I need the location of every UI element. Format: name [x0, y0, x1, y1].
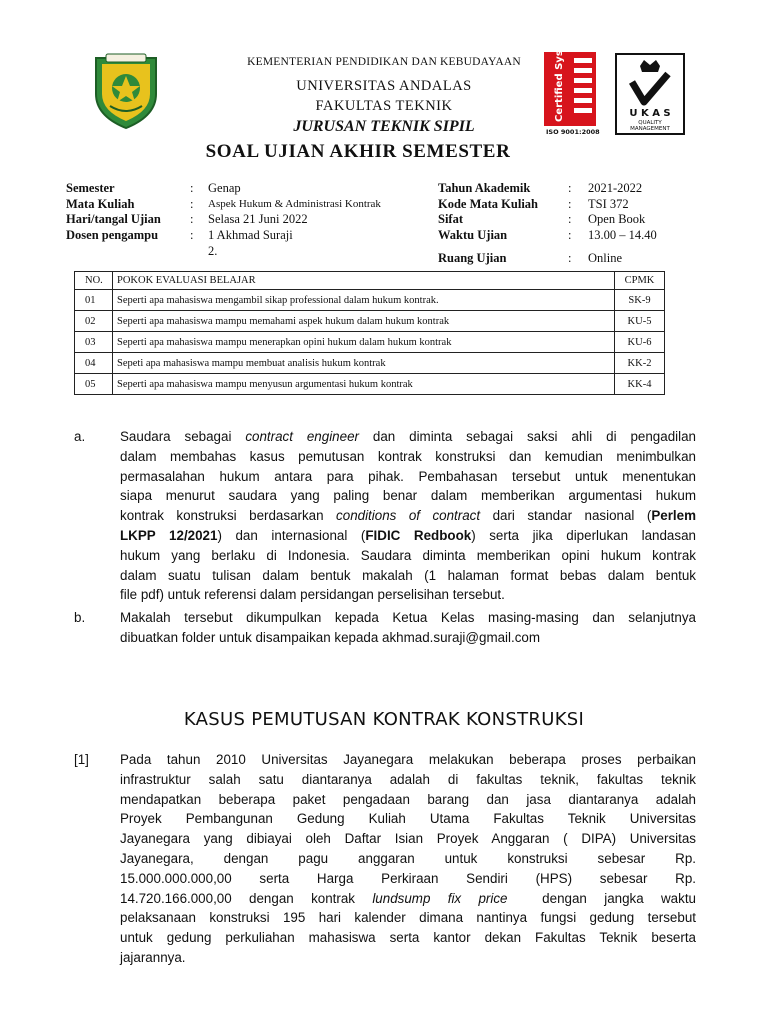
nature-value: Open Book — [588, 212, 646, 226]
exam-info — [0, 0, 768, 270]
room-label: Ruang Ujian — [438, 251, 507, 265]
text-run: ) serta jika diperlukan landasan — [471, 527, 696, 543]
bold-run: Perlem — [651, 508, 696, 524]
text-run: ) dan internasional ( — [217, 527, 366, 543]
table-row — [75, 290, 665, 311]
code-value: TSI 372 — [588, 197, 629, 211]
instruction-a-line: siapa menurut saudara yang paling benar dalam memberikan argumentasi hukum — [120, 488, 696, 504]
nature-colon: : — [568, 212, 572, 226]
row-topic: Seperti apa mahasiswa mampu menyusun argumentasi hukum kontrak — [113, 374, 615, 395]
case-title: KASUS PEMUTUSAN KONTRAK KONSTRUKSI — [183, 709, 585, 730]
table-header-cpmk: CPMK — [615, 272, 665, 290]
row-number: 01 — [75, 290, 113, 311]
course-colon: : — [190, 197, 194, 211]
table-header-row — [75, 272, 665, 290]
ukas-title: U K A S — [629, 108, 671, 119]
time-colon: : — [568, 228, 572, 242]
text-run: kontrak konstruksi berdasarkan — [120, 508, 337, 524]
instruction-a-line: dalam membahas kasus pemutusan kontrak konstruksi dan kemudian menimbulkan — [120, 448, 696, 464]
instruction-a-line — [120, 427, 696, 447]
row-topic: Seperti apa mahasiswa mampu memahami aspek hukum dalam hukum kontrak — [113, 311, 615, 332]
bold-run: FIDIC Redbook — [365, 527, 472, 543]
exam-title: SOAL UJIAN AKHIR SEMESTER — [205, 141, 511, 162]
instruction-a-text — [120, 427, 696, 605]
italic-run: contract engineer — [245, 429, 359, 444]
code-colon: : — [568, 197, 572, 211]
case-line: 15.000.000.000,00 serta Harga Perkiraan Sendiri (HPS) sebesar Rp. — [120, 870, 696, 886]
case-text — [120, 750, 696, 968]
time-value: 13.00 – 14.40 — [588, 228, 657, 242]
instruction-a-line: permasalahan hukum antara para pihak. Pembahasan tersebut untuk menentukan — [120, 468, 696, 484]
code-label: Kode Mata Kuliah — [438, 197, 539, 211]
row-cpmk: KU-5 — [615, 311, 665, 332]
year-label: Tahun Akademik — [438, 181, 531, 195]
table-row — [75, 353, 665, 374]
row-number: 04 — [75, 353, 113, 374]
italic-run: conditions of contract — [336, 508, 481, 524]
iso-number: ISO 9001:2008 — [546, 128, 600, 136]
row-number: 05 — [75, 374, 113, 395]
year-value: 2021-2022 — [588, 181, 643, 195]
row-cpmk: KK-4 — [615, 374, 665, 395]
case-marker: [1] — [74, 752, 89, 767]
lecturer-1: 1 Akhmad Suraji — [208, 228, 293, 242]
row-topic: Sepeti apa mahasiswa mampu membuat analisis hukum kontrak — [113, 353, 615, 374]
text-run: dan diminta sebagai saksi ahli di pengadilan — [358, 429, 696, 444]
instruction-b-line: Makalah tersebut dikumpulkan kepada Ketua Kelas masing-masing dan selanjutnya — [120, 610, 696, 625]
case-line: infrastruktur salah satu diantaranya adalah di fakultas teknik, fakultas teknik — [120, 771, 696, 787]
text-run: dari standar nasional ( — [480, 508, 652, 524]
faculty-name: FAKULTAS TEKNIK — [315, 98, 453, 114]
time-label: Waktu Ujian — [438, 228, 508, 242]
nature-label: Sifat — [438, 212, 463, 226]
text-run: dengan jangka waktu — [507, 890, 696, 906]
case-line: pelaksanaan konstruksi 195 hari kalender dimana nantinya fungsi gedung tersebut — [120, 910, 696, 926]
row-cpmk: KK-2 — [615, 353, 665, 374]
date-colon: : — [190, 212, 194, 226]
semester-colon: : — [190, 181, 194, 195]
course-label: Mata Kuliah — [66, 197, 135, 211]
case-line: mendapatkan beberapa paket pengadaan barang dan jasa diantaranya adalah — [120, 791, 696, 807]
date-value: Selasa 21 Juni 2022 — [208, 212, 308, 226]
date-label: Hari/tangal Ujian — [66, 212, 161, 226]
case-line: untuk gedung perkuliahan mahasiswa serta kantor dekan Fakultas Teknik beserta — [120, 930, 696, 946]
case-line: Jayanegara, dengan pagu anggaran untuk konstruksi sebesar Rp. — [120, 850, 696, 866]
department-name: JURUSAN TEKNIK SIPIL — [293, 118, 475, 135]
lecturer-colon: : — [190, 228, 194, 242]
row-number: 03 — [75, 332, 113, 353]
instruction-b-text — [120, 608, 696, 648]
text-run: Saudara sebagai — [120, 429, 246, 444]
instruction-a-line: file pdf) untuk referensi dalam persidangan perselisihan tersebut. — [120, 587, 505, 603]
ukas-sub1: QUALITY — [638, 120, 662, 126]
instruction-a-line — [120, 506, 696, 526]
instruction-a-line: hukum yang berlaku di Indonesia. Saudara diminta memberikan opini hukum kontrak — [120, 547, 696, 563]
lecturer-2: 2. — [208, 244, 218, 258]
room-colon: : — [568, 251, 572, 265]
row-topic: Seperti apa mahasiswa mampu menerapkan opini hukum dalam hukum kontrak — [113, 332, 615, 353]
table-header-no: NO. — [75, 272, 113, 290]
table-row — [75, 332, 665, 353]
ukas-sub2: MANAGEMENT — [630, 126, 670, 132]
table-header-topic: POKOK EVALUASI BELAJAR — [113, 272, 615, 290]
iso-logo-text: Certified System — [554, 52, 565, 122]
bold-run: LKPP 12/2021 — [120, 527, 218, 543]
italic-run: lundsump fix price — [372, 890, 508, 906]
row-topic: Seperti apa mahasiswa mengambil sikap professional dalam hukum kontrak. — [113, 290, 615, 311]
case-line — [120, 889, 696, 909]
evaluation-table — [74, 271, 665, 395]
row-cpmk: KU-6 — [615, 332, 665, 353]
case-line: Jayanegara yang dibiayai oleh Daftar Isian Proyek Anggaran ( DIPA) Universitas — [120, 831, 696, 847]
table-row — [75, 374, 665, 395]
instruction-a-line: dalam suatu tulisan dalam bentuk makalah (1 halaman format bebas dalam bentuk — [120, 567, 696, 583]
instruction-b-line: dibuatkan folder untuk disampaikan kepada akhmad.suraji@gmail.com — [120, 629, 541, 645]
case-line: Pada tahun 2010 Universitas Jayanegara melakukan beberapa proses perbaikan — [120, 752, 696, 767]
year-colon: : — [568, 181, 572, 195]
text-run: 14.720.166.000,00 dengan kontrak — [120, 890, 373, 906]
row-cpmk: SK-9 — [615, 290, 665, 311]
semester-label: Semester — [66, 181, 115, 195]
course-value: Aspek Hukum & Administrasi Kontrak — [208, 198, 381, 210]
room-value: Online — [588, 251, 623, 265]
ministry-name: KEMENTERIAN PENDIDIKAN DAN KEBUDAYAAN — [247, 56, 521, 68]
case-line: Proyek Pembangunan Gedung Kuliah Utama Fakultas Teknik Universitas — [120, 811, 696, 827]
row-number: 02 — [75, 311, 113, 332]
instruction-b-marker: b. — [74, 610, 86, 625]
instruction-a-marker: a. — [74, 429, 86, 444]
instruction-a-line — [120, 526, 696, 546]
lecturer-label: Dosen pengampu — [66, 228, 159, 242]
semester-value: Genap — [208, 181, 241, 195]
table-row — [75, 311, 665, 332]
university-name: UNIVERSITAS ANDALAS — [296, 78, 472, 94]
case-line: jajarannya. — [120, 949, 186, 965]
